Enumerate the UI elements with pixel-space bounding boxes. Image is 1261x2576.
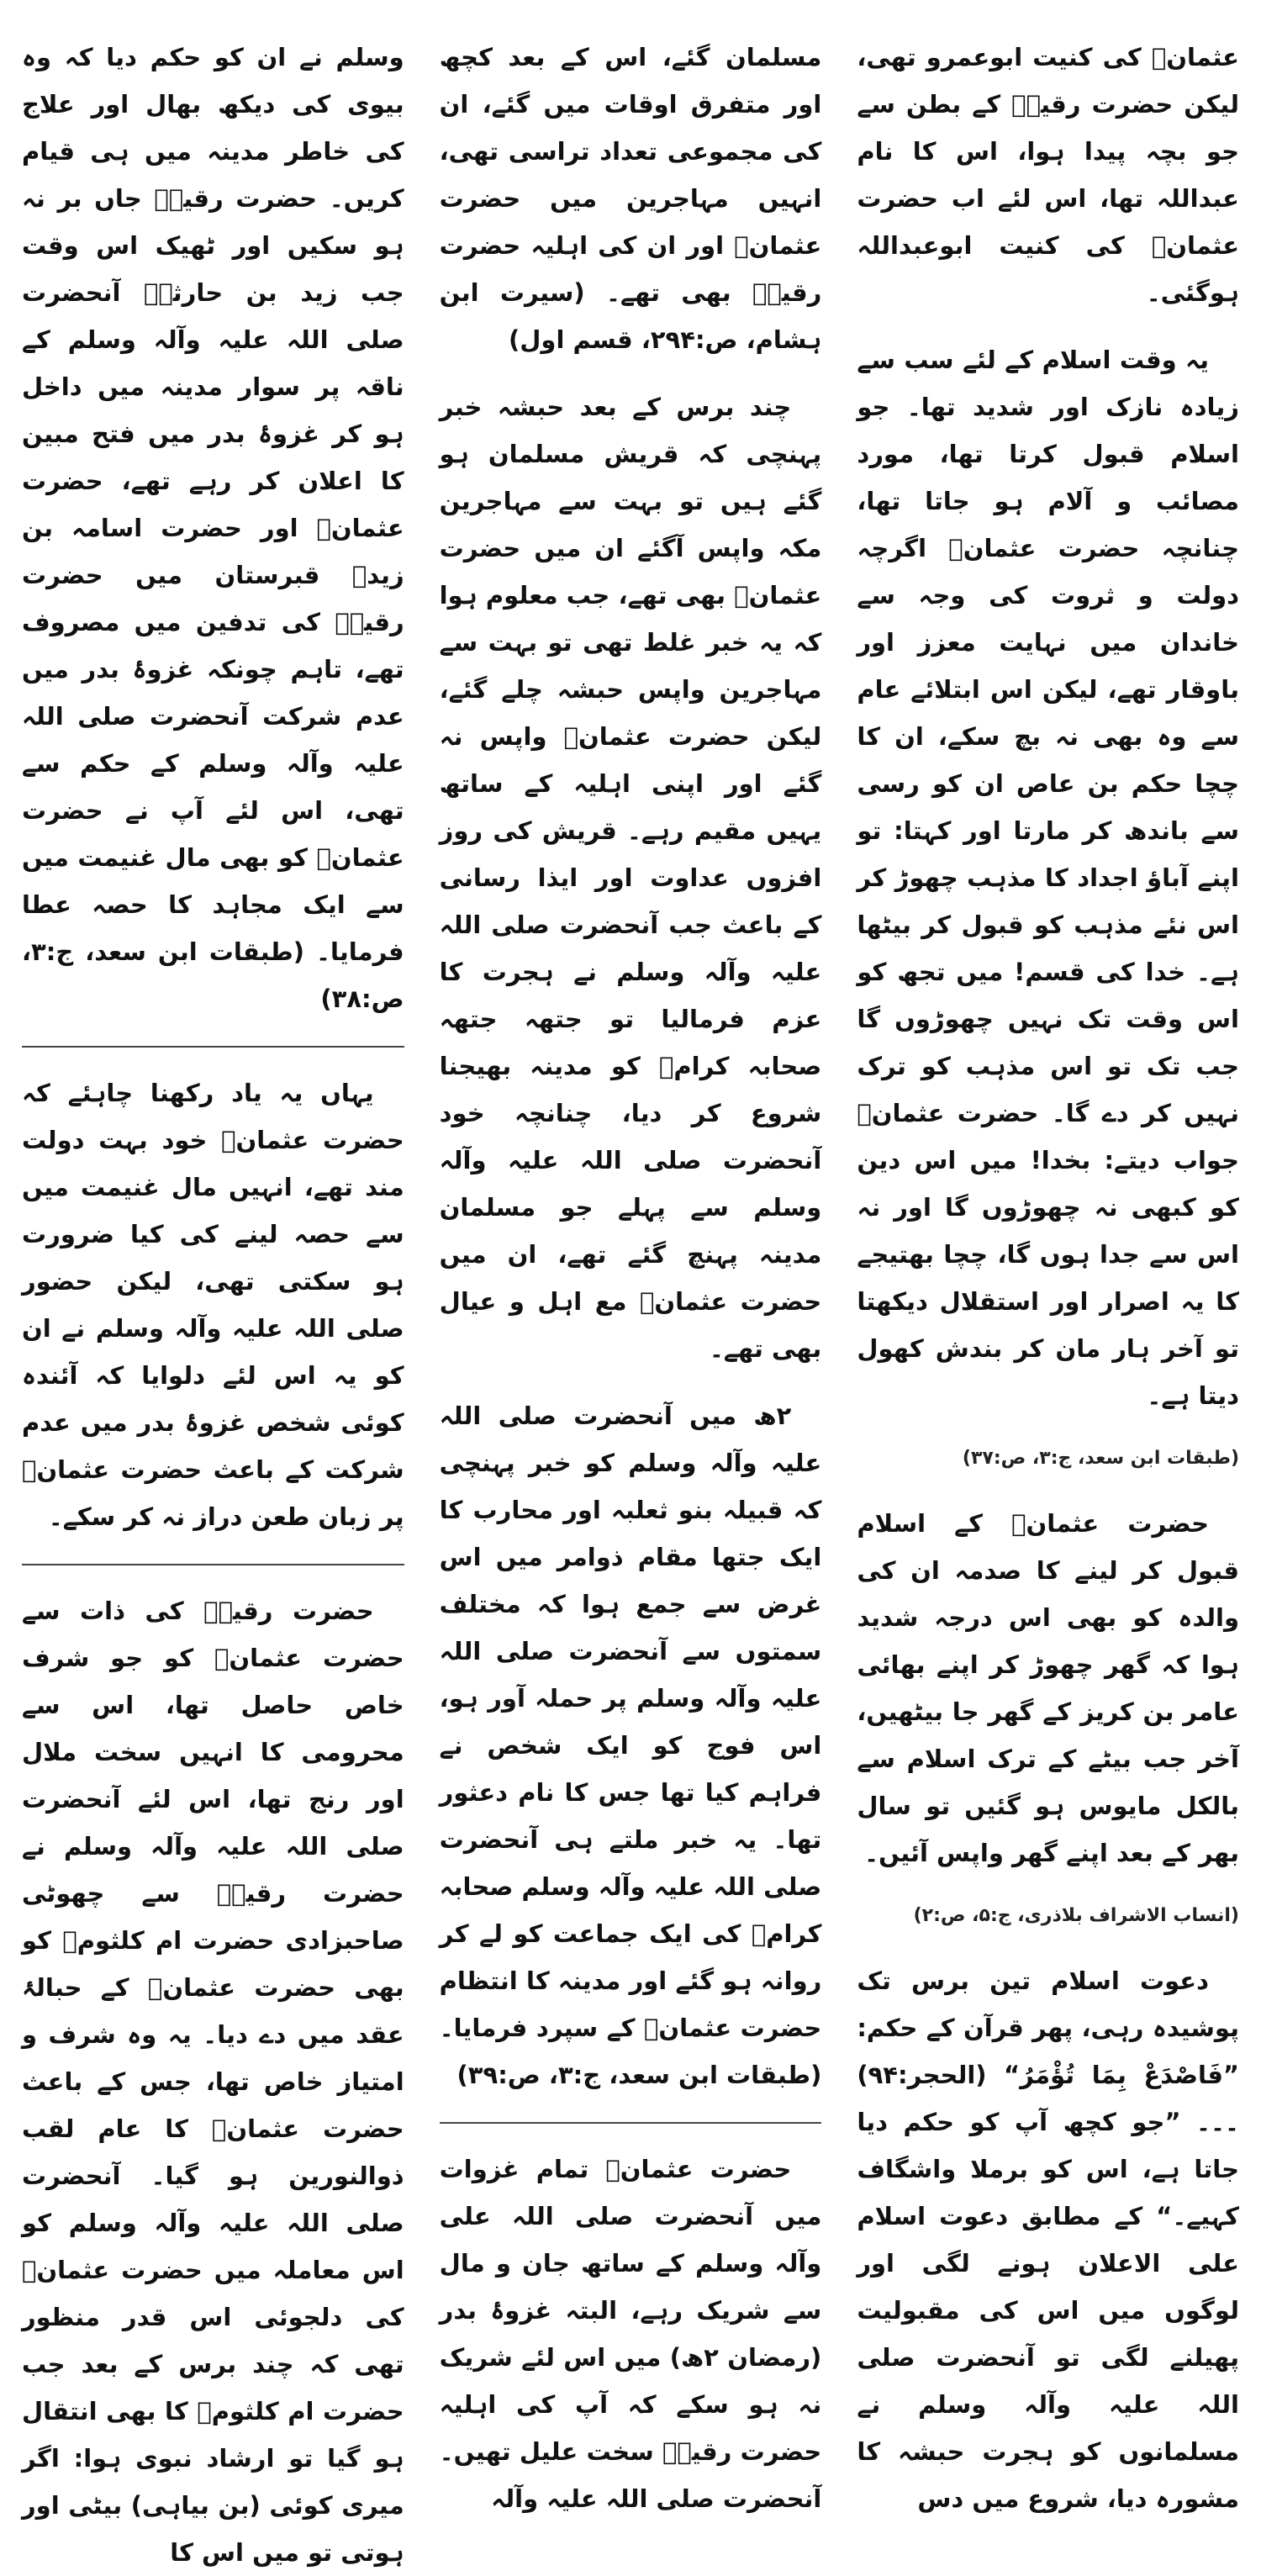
article-paragraph: وسلم نے ان کو حکم دیا کہ وہ بیوی کی دیکھ بھال اور علاج کی خاطر مدینہ میں ہی قیام کریں۔ حضرت رقیہؓ جاں بر نہ ہو سکیں اور ٹھیک اس وقت جب زید بن حارثہؓ آنحضرت صلی اللہ علیہ وآلہ وسلم کے ناقہ پر سوار مدینہ میں داخل ہو کر غزوۂ بدر میں فتح مبین کا اعلان کر رہے تھے، حضرت عثمانؓ اور حضرت اسامہ بن زیدؓ قبرستان میں حضرت رقیہؓ کی تدفین میں مصروف تھے، تاہم چونکہ غزوۂ بدر میں عدم شرکت آنحضرت صلی اللہ علیہ وآلہ وسلم کے حکم سے تھی، اس لئے آپ نے حضرت عثمانؓ کو بھی مال غنیمت میں سے ایک مجاہد کا حصہ عطا فرمایا۔ (طبقات ابن سعد، ج:۳، ص:۳۸) <box>21 43 404 1013</box>
section-divider <box>440 2122 822 2124</box>
article-paragraph: عثمانؓ کی کنیت ابوعمرو تھی، لیکن حضرت رقیہؓ کے بطن سے جو بچہ پیدا ہوا، اس کا نام عبداللہ تھا، اس لئے اب حضرت عثمانؓ کی کنیت ابوعبداللہ ہوگئی۔ <box>857 43 1239 307</box>
section-divider <box>22 1046 404 1048</box>
citation-reference: (طبقات ابن سعد، ج:۳، ص:۳۷) <box>962 1448 1239 1469</box>
text-column-left <box>21 34 404 2567</box>
text-column-middle <box>439 34 822 2513</box>
citation-reference: (انساب الاشراف بلاذری، ج:۵، ص:۲) <box>913 1905 1239 1926</box>
article-paragraph: حضرت رقیہؓ کی ذات سے حضرت عثمانؓ کو جو شرف خاص حاصل تھا، اس سے محرومی کا انہیں سخت ملال اور رنج تھا، اس لئے آنحضرت صلی اللہ علیہ وآلہ وسلم نے حضرت رقیہؓ سے چھوٹی صاحبزادی حضرت ام کلثومؓ کو بھی حضرت عثمانؓ کے حبالۂ عقد میں دے دیا۔ یہ وہ شرف و امتیاز خاص تھا، جس کے باعث حضرت عثمانؓ کا عام لقب ذوالنورین ہو گیا۔ آنحضرت صلی اللہ علیہ وآلہ وسلم کو اس معاملہ میں حضرت عثمانؓ کی دلجوئی اس قدر منظور تھی کہ چند برس کے بعد جب حضرت ام کلثومؓ کا بھی انتقال ہو گیا تو ارشاد نبوی ہوا: اگر میری کوئی (بن بیاہی) بیٹی اور ہوتی تو میں اس کا <box>21 1597 404 2567</box>
section-divider <box>22 1564 404 1565</box>
text-column-right <box>857 34 1239 2513</box>
article-paragraph: یہاں یہ یاد رکھنا چاہئے کہ حضرت عثمانؓ خود بہت دولت مند تھے، انہیں مال غنیمت میں سے حصہ لینے کی کیا ضرورت ہو سکتی تھی، لیکن حضور صلی اللہ علیہ وآلہ وسلم نے ان کو یہ اس لئے دلوایا کہ آئندہ کوئی شخص غزوۂ بدر میں عدم شرکت کے باعث حضرت عثمانؓ پر زبان طعن دراز نہ کر سکے۔ <box>21 1079 404 1531</box>
article-paragraph: ۲ھ میں آنحضرت صلی اللہ علیہ وآلہ وسلم کو خبر پہنچی کہ قبیلہ بنو ثعلبہ اور محارب کا ایک جتھا مقام ذوامر میں اس غرض سے جمع ہوا کہ مختلف سمتوں سے آنحضرت صلی اللہ علیہ وآلہ وسلم پر حملہ آور ہو، اس فوج کو ایک شخص نے فراہم کیا تھا جس کا نام دعثور تھا۔ یہ خبر ملتے ہی آنحضرت صلی اللہ علیہ وآلہ وسلم صحابہ کرامؓ کی ایک جماعت کو لے کر روانہ ہو گئے اور مدینہ کا انتظام حضرت عثمانؓ کے سپرد فرمایا۔ (طبقات ابن سعد، ج:۳، ص:۳۹) <box>439 1401 822 2089</box>
article-paragraph: چند برس کے بعد حبشہ خبر پہنچی کہ قریش مسلمان ہو گئے ہیں تو بہت سے مہاجرین مکہ واپس آگئے ان میں حضرت عثمانؓ بھی تھے، جب معلوم ہوا کہ یہ خبر غلط تھی تو بہت سے مہاجرین واپس حبشہ چلے گئے، لیکن حضرت عثمانؓ واپس نہ گئے اور اپنی اہلیہ کے ساتھ یہیں مقیم رہے۔ قریش کی روز افزوں عداوت اور ایذا رسانی کے باعث جب آنحضرت صلی اللہ علیہ وآلہ وسلم نے ہجرت کا عزم فرمالیا تو جتھہ جتھہ صحابہ کرامؓ کو مدینہ بھیجنا شروع کر دیا، چنانچہ خود آنحضرت صلی اللہ علیہ وآلہ وسلم سے پہلے جو مسلمان مدینہ پہنچ گئے تھے، ان میں حضرت عثمانؓ مع اہل و عیال بھی تھے۔ <box>439 393 822 1363</box>
article-paragraph: حضرت عثمانؓ کے اسلام قبول کر لینے کا صدمہ ان کی والدہ کو بھی اس درجہ شدید ہوا کہ گھر چھوڑ کر اپنے بھائی عامر بن کریز کے گھر جا بیٹھیں، آخر جب بیٹے کے ترک اسلام سے بالکل مایوس ہو گئیں تو سال بھر کے بعد اپنے گھر واپس آئیں۔ <box>857 1509 1239 1867</box>
article-paragraph: مسلمان گئے، اس کے بعد کچھ اور متفرق اوقات میں گئے، ان کی مجموعی تعداد تراسی تھی، انہیں مہاجرین میں حضرت عثمانؓ اور ان کی اہلیہ حضرت رقیہؓ بھی تھے۔ (سیرت ابن ہشام، ص:۲۹۴، قسم اول) <box>439 43 822 354</box>
article-paragraph: دعوت اسلام تین برس تک پوشیدہ رہی، پھر قرآن کے حکم: ”فَاصْدَعْ بِمَا تُؤْمَرُ“ (الحجر:۹۴) ۔۔۔ ”جو کچھ آپ کو حکم دیا جاتا ہے، اس کو برملا واشگاف کہیے۔“ کے مطابق دعوت اسلام علی الاعلان ہونے لگی اور لوگوں میں اس کی مقبولیت پھیلنے لگی تو آنحضرت صلی اللہ علیہ وآلہ وسلم نے مسلمانوں کو ہجرت حبشہ کا مشورہ دیا، شروع میں دس <box>857 1966 1239 2513</box>
article-paragraph: یہ وقت اسلام کے لئے سب سے زیادہ نازک اور شدید تھا۔ جو اسلام قبول کرتا تھا، مورد مصائب و آلام ہو جاتا تھا، چنانچہ حضرت عثمانؓ اگرچہ دولت و ثروت کی وجہ سے خاندان میں نہایت معزز اور باوقار تھے، لیکن اس ابتلائے عام سے وہ بھی نہ بچ سکے، ان کا چچا حکم بن عاص ان کو رسی سے باندھ کر مارتا اور کہتا: تو اپنے آباؤ اجداد کا مذہب چھوڑ کر اس نئے مذہب کو قبول کر بیٹھا ہے۔ خدا کی قسم! میں تجھ کو اس وقت تک نہیں چھوڑوں گا جب تک تو اس مذہب کو ترک نہیں کر دے گا۔ حضرت عثمانؓ جواب دیتے: بخدا! میں اس دین کو کبھی نہ چھوڑوں گا اور نہ اس سے جدا ہوں گا، چچا بھتیجے کا یہ اصرار اور استقلال دیکھتا تو آخر ہار مان کر بندش کھول دیتا ہے۔ <box>857 346 1239 1410</box>
article-paragraph: حضرت عثمانؓ تمام غزوات میں آنحضرت صلی اللہ علی وآلہ وسلم کے ساتھ جان و مال سے شریک رہے، البتہ غزوۂ بدر (رمضان ۲ھ) میں اس لئے شریک نہ ہو سکے کہ آپ کی اہلیہ حضرت رقیہؓ سخت علیل تھیں۔ آنحضرت صلی اللہ علیہ وآلہ <box>439 2155 822 2513</box>
